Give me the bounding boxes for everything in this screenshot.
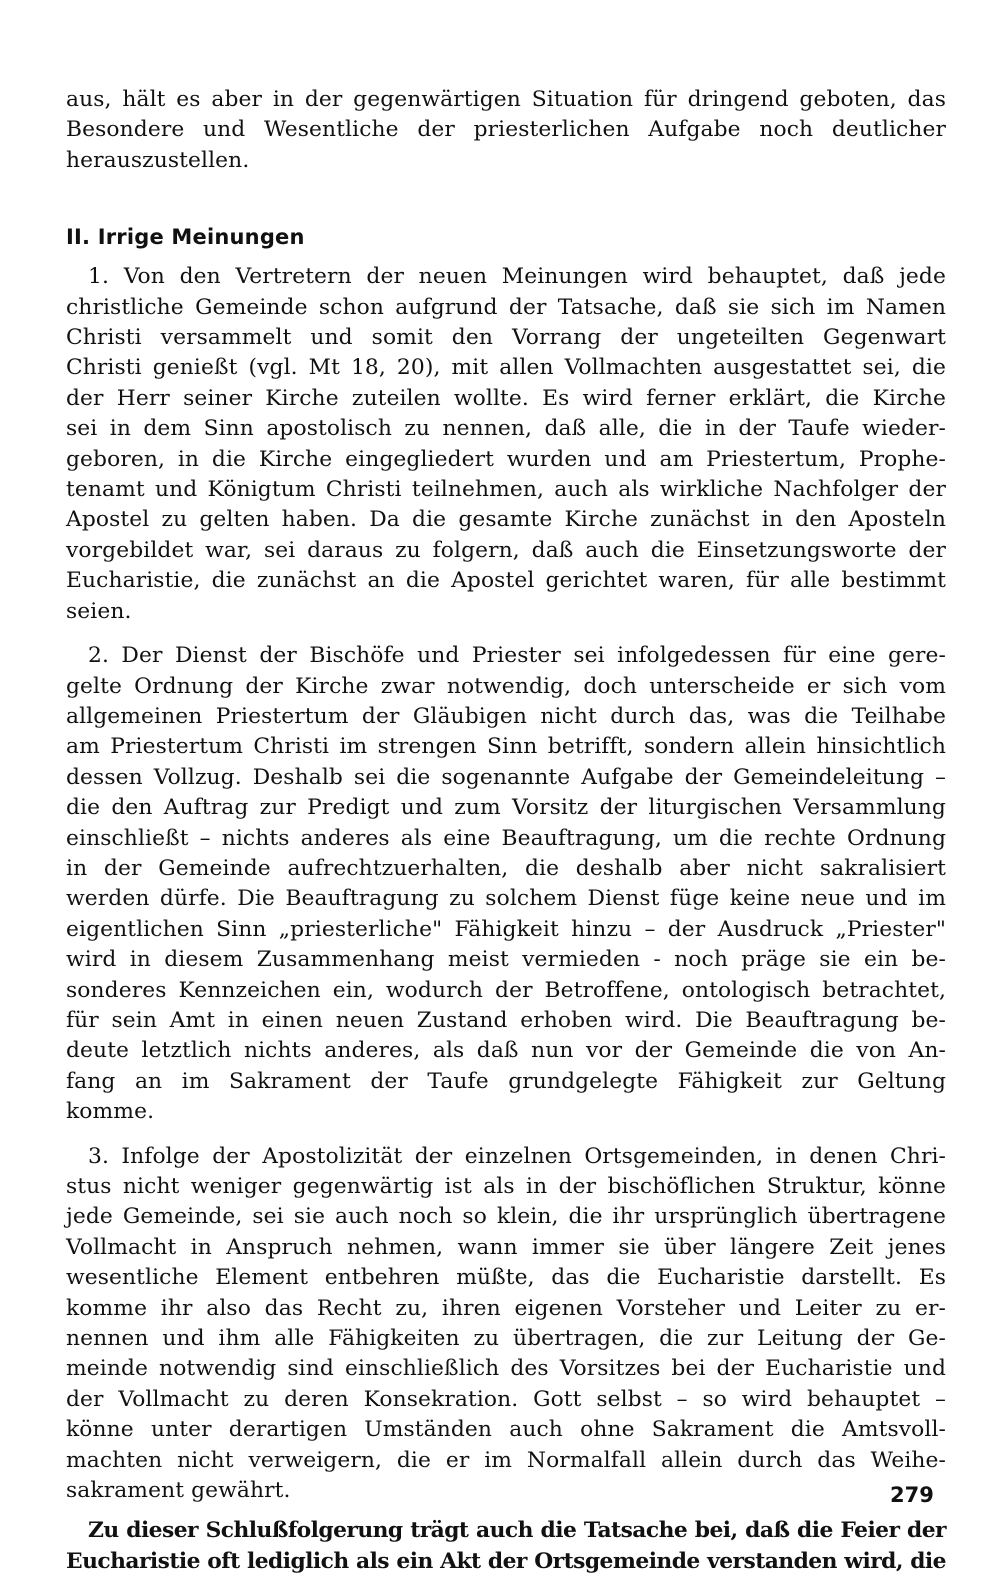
paragraph-4	[66, 1516, 946, 1577]
page-body	[66, 85, 946, 1577]
text-line: Vollmacht in Anspruch nehmen, wann immer sie über längere Zeit jenes	[66, 1234, 946, 1260]
text-line: Zu dieser Schlußfolgerung trägt auch die Tatsache bei, daß die Feier der	[88, 1518, 946, 1544]
text-line: jede Gemeinde, sei sie auch noch so klein, die ihr ursprünglich übertragene	[66, 1204, 946, 1230]
text-line: werden dürfe. Die Beauftragung zu solchem Dienst füge keine neue und im	[66, 886, 946, 912]
text-line: 2. Der Dienst der Bischöfe und Priester sei infolgedessen für eine gere-	[88, 643, 946, 669]
paragraph-2	[66, 641, 946, 1128]
text-line: stus nicht weniger gegenwärtig ist als in der bischöflichen Struktur, könne	[66, 1174, 946, 1199]
text-line: allgemeinen Priestertum der Gläubigen nicht durch das, was die Teilhabe	[66, 703, 946, 729]
text-line: vorgebildet war, sei daraus zu folgern, daß auch die Einsetzungsworte der	[66, 537, 946, 563]
text-line: komme.	[66, 1099, 155, 1125]
text-line: in der Gemeinde aufrechtzuerhalten, die deshalb aber nicht sakralisiert	[66, 855, 946, 881]
paragraph-3	[66, 1142, 946, 1507]
text-line: wesentliche Element entbehren müßte, das die Eucharistie darstellt. Es	[66, 1265, 946, 1291]
text-line: geboren, in die Kirche eingegliedert wurden und am Priestertum, Prophe-	[66, 446, 946, 472]
text-line: sonderes Kennzeichen ein, wodurch der Betroffene, ontologisch betrachtet,	[66, 977, 946, 1003]
text-line: nennen und ihm alle Fähigkeiten zu übertragen, die zur Leitung der Ge-	[66, 1326, 946, 1352]
text-line: der Herr seiner Kirche zuteilen wollte. Es wird ferner erklärt, die Kirche	[66, 385, 946, 411]
text-line: der Vollmacht zu deren Konsekration. Gott selbst – so wird behauptet –	[66, 1386, 946, 1412]
text-line: herauszustellen.	[66, 147, 250, 173]
text-line: einschließt – nichts anderes als eine Beauftragung, um die rechte Ordnung	[66, 825, 946, 851]
text-line: gelte Ordnung der Kirche zwar notwendig, doch unterscheide er sich vom	[66, 673, 946, 699]
section-heading: II. Irrige Meinungen	[66, 225, 305, 250]
text-line: Apostel zu gelten haben. Da die gesamte Kirche zunächst in den Aposteln	[66, 507, 946, 533]
text-line: Christi genießt (vgl. Mt 18, 20), mit allen Vollmachten ausgestattet sei, die	[66, 355, 946, 381]
text-line: seien.	[66, 598, 132, 624]
text-line: dessen Vollzug. Deshalb sei die sogenannte Aufgabe der Gemeindeleitung –	[66, 764, 946, 790]
page-number: 279	[890, 1483, 934, 1507]
paragraph-1	[66, 262, 946, 627]
text-line: machten nicht verweigern, die er im Normalfall allein durch das Weihe-	[66, 1447, 946, 1473]
text-line: für sein Amt in einen neuen Zustand erhoben wird. Die Beauftragung be-	[66, 1007, 946, 1033]
text-line: deute letztlich nichts anderes, als daß nun vor der Gemeinde die von An-	[66, 1038, 946, 1064]
text-line: aus, hält es aber in der gegenwärtigen Situation für dringend geboten, das	[66, 87, 946, 112]
text-line: wird in diesem Zusammenhang meist vermieden - noch präge sie ein be-	[66, 947, 946, 973]
text-line: 1. Von den Vertretern der neuen Meinungen wird behauptet, daß jede	[88, 264, 946, 290]
text-line: eigentlichen Sinn „priesterliche" Fähigkeit hinzu – der Ausdruck „Priester"	[66, 916, 946, 942]
text-line: 3. Infolge der Apostolizität der einzelnen Ortsgemeinden, in denen Chri-	[88, 1143, 946, 1169]
text-line: tenamt und Königtum Christi teilnehmen, auch als wirkliche Nachfolger der	[66, 477, 946, 503]
text-line: fang an im Sakrament der Taufe grundgelegte Fähigkeit zur Geltung	[66, 1068, 946, 1094]
paragraph-intro	[66, 85, 946, 176]
text-line: Eucharistie oft lediglich als ein Akt der Ortsgemeinde verstanden wird, die	[66, 1548, 946, 1574]
text-line: meinde notwendig sind einschließlich des Vorsitzes bei der Eucharistie und	[66, 1356, 946, 1382]
text-line: Besondere und Wesentliche der priesterlichen Aufgabe noch deutlicher	[66, 117, 946, 143]
text-line: Christi versammelt und somit den Vorrang der ungeteilten Gegenwart	[66, 325, 946, 351]
text-line: komme ihr also das Recht zu, ihren eigenen Vorsteher und Leiter zu er-	[66, 1295, 946, 1321]
text-line: könne unter derartigen Umständen auch ohne Sakrament die Amtsvoll-	[66, 1417, 946, 1443]
text-line: sei in dem Sinn apostolisch zu nennen, daß alle, die in der Taufe wieder-	[66, 416, 946, 442]
text-line: christliche Gemeinde schon aufgrund der Tatsache, daß sie sich im Namen	[66, 294, 946, 320]
text-line: sakrament gewährt.	[66, 1478, 291, 1504]
text-line: die den Auftrag zur Predigt und zum Vorsitz der liturgischen Versammlung	[66, 795, 946, 821]
text-line: Eucharistie, die zunächst an die Apostel gerichtet waren, für alle bestimmt	[66, 568, 946, 594]
text-line: am Priestertum Christi im strengen Sinn betrifft, sondern allein hinsichtlich	[66, 734, 946, 760]
